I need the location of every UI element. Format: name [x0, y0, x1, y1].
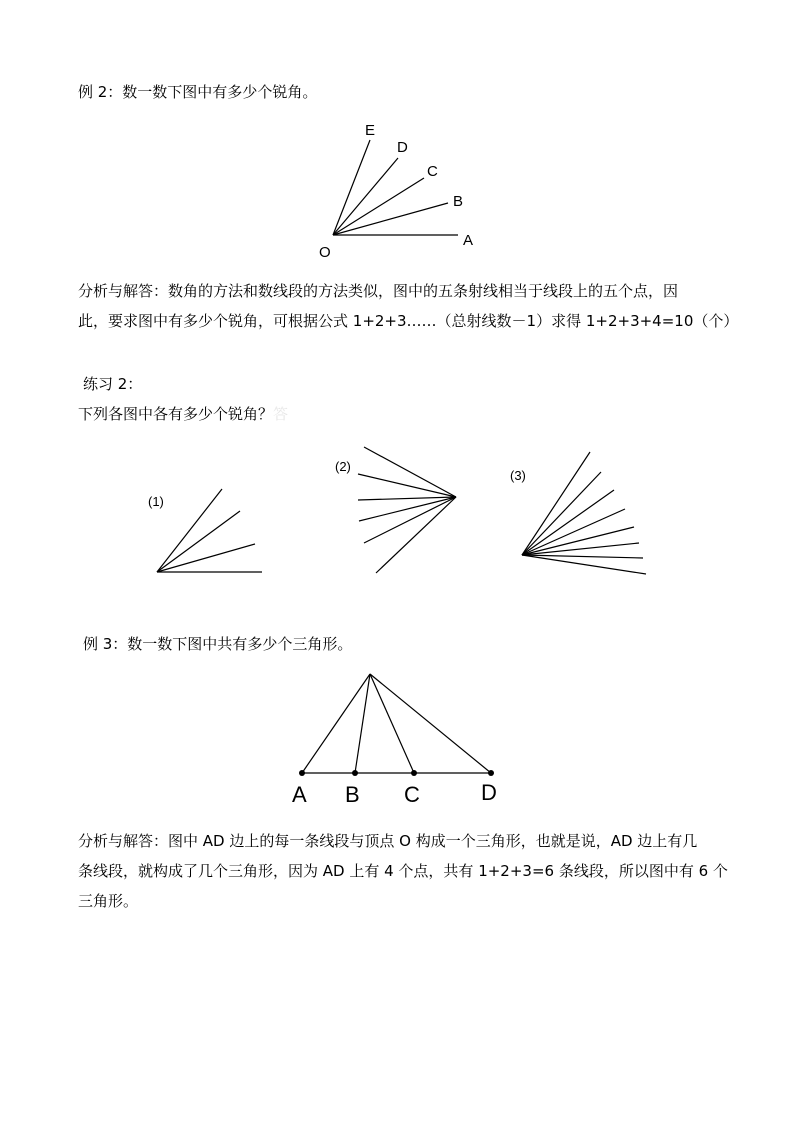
label-B: B	[345, 782, 360, 807]
fig1-label: (1)	[148, 494, 164, 509]
example3-analysis	[78, 826, 728, 916]
side-OC	[370, 674, 414, 773]
label-D: D	[481, 780, 497, 805]
label-E: E	[365, 122, 376, 139]
label-A: A	[292, 782, 307, 807]
question-text: 下列各图中各有多少个锐角？	[78, 405, 274, 423]
analysis-line: 条线段，就构成了几个三角形，因为 AD 上有 4 个点，共有 1+2+3=6 条线段，所以图中有 6 个	[78, 862, 728, 880]
label-C: C	[427, 163, 438, 180]
faint-mark: 答	[273, 405, 289, 423]
example3-title: 例 3：数一数下图中共有多少个三角形。	[83, 635, 353, 653]
side-OD	[370, 674, 491, 773]
practice2-title: 练习 2：	[83, 375, 143, 393]
point-C	[411, 770, 417, 776]
analysis-line: 分析与解答：图中 AD 边上的每一条线段与顶点 O 构成一个三角形，也就是说，AD 边上有几	[78, 832, 698, 850]
fig2-label: (2)	[335, 459, 351, 474]
analysis-line: 此，要求图中有多少个锐角，可根据公式 1+2+3……（总射线数－1）求得 1+2+3+4=10（个）	[78, 312, 739, 330]
label-C: C	[404, 782, 420, 807]
point-D	[488, 770, 494, 776]
label-D: D	[397, 139, 408, 156]
analysis-line: 三角形。	[78, 892, 139, 910]
label-A: A	[463, 232, 474, 249]
analysis-line: 分析与解答：数角的方法和数线段的方法类似，图中的五条射线相当于线段上的五个点，因	[78, 282, 679, 300]
side-OA	[302, 674, 370, 773]
fig3-label: (3)	[510, 468, 526, 483]
label-O: O	[319, 244, 331, 261]
label-B: B	[453, 193, 464, 210]
point-A	[299, 770, 305, 776]
example2-title: 例 2：数一数下图中有多少个锐角。	[78, 83, 318, 101]
side-OB	[355, 674, 370, 773]
point-B	[352, 770, 358, 776]
